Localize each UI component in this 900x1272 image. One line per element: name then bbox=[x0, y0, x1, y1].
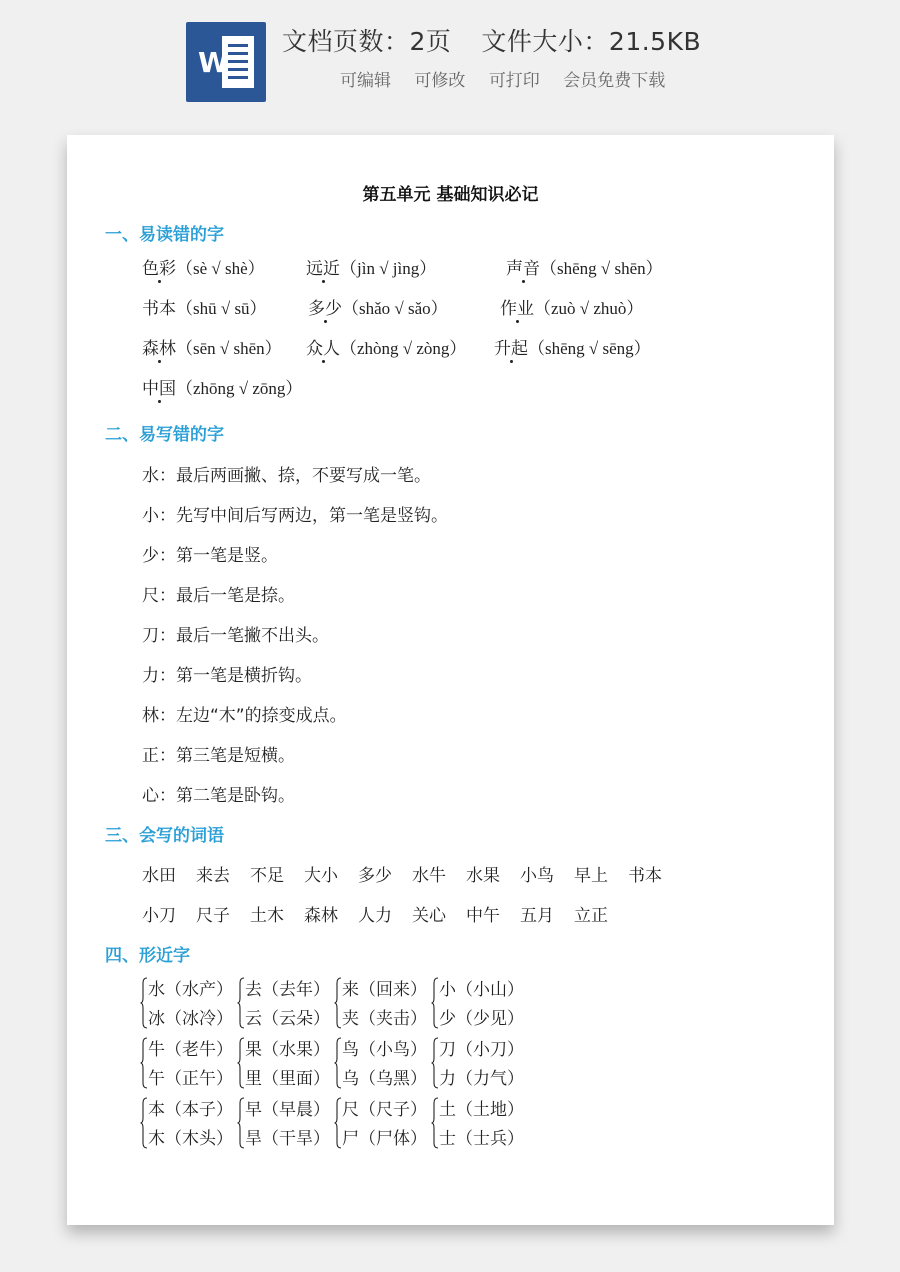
page-count: 文档页数：2页 bbox=[282, 27, 452, 56]
reading-item: 升起（shēng √ sēng） bbox=[494, 339, 651, 359]
similar-char-top: 果（水果） bbox=[245, 1040, 330, 1060]
section-title-4: 四、形近字 bbox=[105, 946, 190, 966]
brace-icon bbox=[140, 977, 148, 1029]
writing-rule: 刀：最后一笔撇不出头。 bbox=[142, 626, 329, 646]
vocab-word: 书本 bbox=[628, 866, 662, 886]
writing-rule: 少：第一笔是竖。 bbox=[142, 546, 278, 566]
reading-item: 书本（shū √ sū） bbox=[142, 299, 267, 319]
vocab-word: 立正 bbox=[574, 906, 608, 926]
reading-item: 作业（zuò √ zhuò） bbox=[500, 299, 644, 319]
vocab-word: 土木 bbox=[250, 906, 284, 926]
tag-modifiable: 可修改 bbox=[414, 71, 466, 91]
words-row-1 bbox=[142, 861, 702, 885]
similar-char-bottom: 午（正午） bbox=[148, 1069, 233, 1089]
similar-char-pair bbox=[140, 1095, 236, 1151]
reading-item: 远近（jìn √ jìng） bbox=[306, 259, 437, 279]
similar-char-pair bbox=[431, 1035, 527, 1091]
similar-char-bottom: 木（木头） bbox=[148, 1129, 233, 1149]
similar-char-bottom: 冰（冰冷） bbox=[148, 1009, 233, 1029]
reading-item: 声音（shēng √ shēn） bbox=[506, 259, 663, 279]
reading-row-3 bbox=[142, 334, 702, 358]
section-title-1: 一、易读错的字 bbox=[105, 225, 224, 245]
word-doc-icon bbox=[186, 22, 266, 102]
vocab-word: 小刀 bbox=[142, 906, 176, 926]
similar-char-bottom: 尸（尸体） bbox=[342, 1129, 427, 1149]
similar-char-top: 本（本子） bbox=[148, 1100, 233, 1120]
vocab-word: 中午 bbox=[466, 906, 500, 926]
similar-char-top: 尺（尺子） bbox=[342, 1100, 427, 1120]
file-size: 文件大小：21.5KB bbox=[481, 27, 702, 56]
vocab-word: 水果 bbox=[466, 866, 500, 886]
vocab-word: 小鸟 bbox=[520, 866, 554, 886]
doc-title: 第五单元 基础知识必记 bbox=[362, 185, 539, 205]
similar-char-top: 去（去年） bbox=[245, 980, 330, 1000]
similar-char-pair bbox=[237, 1095, 333, 1151]
vocab-word: 大小 bbox=[304, 866, 338, 886]
vocab-word: 多少 bbox=[358, 866, 392, 886]
vocab-word: 关心 bbox=[412, 906, 446, 926]
words-row-2 bbox=[142, 901, 702, 925]
vocab-word: 五月 bbox=[520, 906, 554, 926]
vocab-word: 森林 bbox=[304, 906, 338, 926]
brace-icon bbox=[334, 1037, 342, 1089]
brace-icon bbox=[431, 1037, 439, 1089]
writing-rule: 正：第三笔是短横。 bbox=[142, 746, 295, 766]
similar-char-pair bbox=[140, 1035, 236, 1091]
similar-char-top: 鸟（小鸟） bbox=[342, 1040, 427, 1060]
similar-char-bottom: 士（士兵） bbox=[439, 1129, 524, 1149]
similar-char-bottom: 力（力气） bbox=[439, 1069, 524, 1089]
similar-char-pair bbox=[334, 975, 430, 1031]
vocab-word: 早上 bbox=[574, 866, 608, 886]
section-title-3: 三、会写的词语 bbox=[105, 826, 224, 846]
feature-tags bbox=[340, 66, 675, 91]
reading-item: 森林（sēn √ shēn） bbox=[142, 339, 282, 359]
vocab-word: 水牛 bbox=[412, 866, 446, 886]
similar-char-pair bbox=[334, 1095, 430, 1151]
brace-icon bbox=[334, 1097, 342, 1149]
similar-char-bottom: 里（里面） bbox=[245, 1069, 330, 1089]
vocab-word: 尺子 bbox=[196, 906, 230, 926]
word-letter: W bbox=[198, 46, 229, 79]
vocab-word: 人力 bbox=[358, 906, 392, 926]
tag-free-download: 会员免费下载 bbox=[563, 71, 666, 91]
tag-editable: 可编辑 bbox=[340, 71, 391, 91]
similar-char-pair bbox=[334, 1035, 430, 1091]
reading-item: 中国（zhōng √ zōng） bbox=[142, 379, 303, 399]
similar-char-bottom: 夹（夹击） bbox=[342, 1009, 427, 1029]
vocab-word: 来去 bbox=[196, 866, 230, 886]
similar-char-bottom: 少（少见） bbox=[439, 1009, 524, 1029]
similar-char-bottom: 乌（乌黑） bbox=[342, 1069, 427, 1089]
similar-char-top: 牛（老牛） bbox=[148, 1040, 233, 1060]
similar-char-bottom: 旱（干旱） bbox=[245, 1129, 330, 1149]
similar-char-top: 早（早晨） bbox=[245, 1100, 330, 1120]
writing-rule: 力：第一笔是横折钩。 bbox=[142, 666, 312, 686]
brace-icon bbox=[237, 1037, 245, 1089]
writing-rule: 水：最后两画撇、捺，不要写成一笔。 bbox=[142, 466, 431, 486]
vocab-word: 水田 bbox=[142, 866, 176, 886]
similar-char-top: 水（水产） bbox=[148, 980, 233, 1000]
brace-icon bbox=[431, 1097, 439, 1149]
reading-item: 众人（zhòng √ zòng） bbox=[306, 339, 467, 359]
similar-char-pair bbox=[431, 1095, 527, 1151]
reading-item: 色彩（sè √ shè） bbox=[142, 259, 265, 279]
tag-printable: 可打印 bbox=[488, 71, 540, 91]
similar-char-top: 来（回来） bbox=[342, 980, 427, 1000]
vocab-word: 不足 bbox=[250, 866, 284, 886]
brace-icon bbox=[431, 977, 439, 1029]
reading-row-2 bbox=[142, 294, 702, 318]
writing-rule: 小：先写中间后写两边，第一笔是竖钩。 bbox=[142, 506, 448, 526]
brace-icon bbox=[140, 1097, 148, 1149]
section-title-2: 二、易写错的字 bbox=[105, 425, 224, 445]
reading-row-4 bbox=[142, 374, 702, 398]
brace-icon bbox=[140, 1037, 148, 1089]
writing-rule: 心：第二笔是卧钩。 bbox=[142, 786, 295, 806]
reading-item: 多少（shǎo √ sǎo） bbox=[308, 299, 448, 319]
writing-rule: 尺：最后一笔是捺。 bbox=[142, 586, 295, 606]
document-page bbox=[67, 135, 834, 1225]
similar-char-pair bbox=[140, 975, 236, 1031]
writing-rule: 林：左边“木”的捺变成点。 bbox=[142, 706, 347, 726]
brace-icon bbox=[237, 1097, 245, 1149]
brace-icon bbox=[334, 977, 342, 1029]
download-header bbox=[0, 0, 900, 120]
similar-char-pair bbox=[237, 1035, 333, 1091]
similar-char-pair bbox=[431, 975, 527, 1031]
similar-char-top: 土（土地） bbox=[439, 1100, 524, 1120]
reading-row-1 bbox=[142, 254, 702, 278]
brace-icon bbox=[237, 977, 245, 1029]
similar-chars-grid bbox=[140, 975, 540, 1155]
similar-char-pair bbox=[237, 975, 333, 1031]
file-info bbox=[282, 22, 701, 58]
similar-char-bottom: 云（云朵） bbox=[245, 1009, 330, 1029]
similar-char-top: 小（小山） bbox=[439, 980, 524, 1000]
similar-char-top: 刀（小刀） bbox=[439, 1040, 524, 1060]
